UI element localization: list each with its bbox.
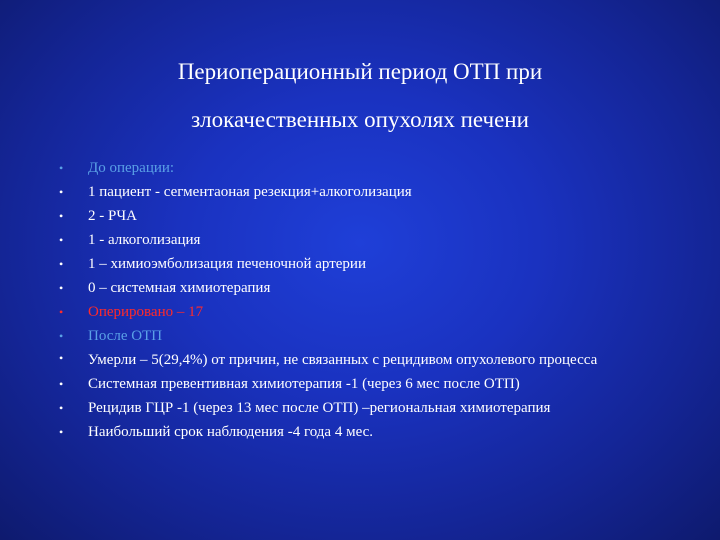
bullet-item bbox=[56, 204, 676, 228]
bullet-text: 1 пациент - сегментаоная резекция+алкоголизация bbox=[88, 184, 412, 200]
slide-title bbox=[60, 48, 660, 144]
bullet-item bbox=[56, 420, 676, 444]
bullet-item bbox=[56, 372, 676, 396]
bullet-text: 1 - алкоголизация bbox=[88, 232, 201, 248]
bullet-text: Наибольший срок наблюдения -4 года 4 мес. bbox=[88, 424, 374, 440]
bullet-dot-icon: • bbox=[59, 305, 64, 319]
bullet-text: Оперировано – 17 bbox=[88, 304, 204, 320]
bullet-dot-icon: • bbox=[59, 401, 64, 415]
bullet-text: После ОТП bbox=[88, 328, 163, 344]
bullet-text: До операции: bbox=[88, 160, 175, 176]
bullet-text: Рецидив ГЦР -1 (через 13 мес после ОТП) –региональная химиотерапия bbox=[88, 400, 551, 416]
bullet-item bbox=[56, 276, 676, 300]
bullet-item bbox=[56, 300, 676, 324]
bullet-dot-icon: • bbox=[59, 257, 64, 271]
bullet-text: 2 - РЧА bbox=[88, 208, 137, 224]
bullet-item bbox=[56, 228, 676, 252]
bullet-item bbox=[56, 396, 676, 420]
bullet-dot-icon: • bbox=[59, 377, 64, 391]
bullet-item bbox=[56, 252, 676, 276]
title-line-2: злокачественных опухолях печени bbox=[191, 107, 529, 132]
bullet-dot-icon: • bbox=[59, 329, 64, 343]
bullet-dot-icon: • bbox=[59, 425, 64, 439]
bullet-dot-icon: • bbox=[59, 161, 64, 175]
bullet-text: Умерли – 5(29,4%) от причин, не связанных с рецидивом опухолевого процесса bbox=[88, 352, 598, 368]
bullet-item bbox=[56, 156, 676, 180]
bullet-text: 1 – химиоэмболизация печеночной артерии bbox=[88, 256, 366, 272]
bullet-dot-icon: • bbox=[59, 351, 64, 365]
bullet-text: Системная превентивная химиотерапия -1 (через 6 мес после ОТП) bbox=[88, 376, 520, 392]
bullet-item bbox=[56, 180, 676, 204]
title-line-1: Периоперационный период ОТП при bbox=[177, 59, 543, 84]
bullet-item bbox=[56, 348, 676, 372]
bullet-dot-icon: • bbox=[59, 281, 64, 295]
bullet-item bbox=[56, 324, 676, 348]
bullet-dot-icon: • bbox=[59, 185, 64, 199]
bullet-text: 0 – системная химиотерапия bbox=[88, 280, 271, 296]
bullet-list bbox=[56, 156, 676, 444]
bullet-dot-icon: • bbox=[59, 233, 64, 247]
bullet-dot-icon: • bbox=[59, 209, 64, 223]
